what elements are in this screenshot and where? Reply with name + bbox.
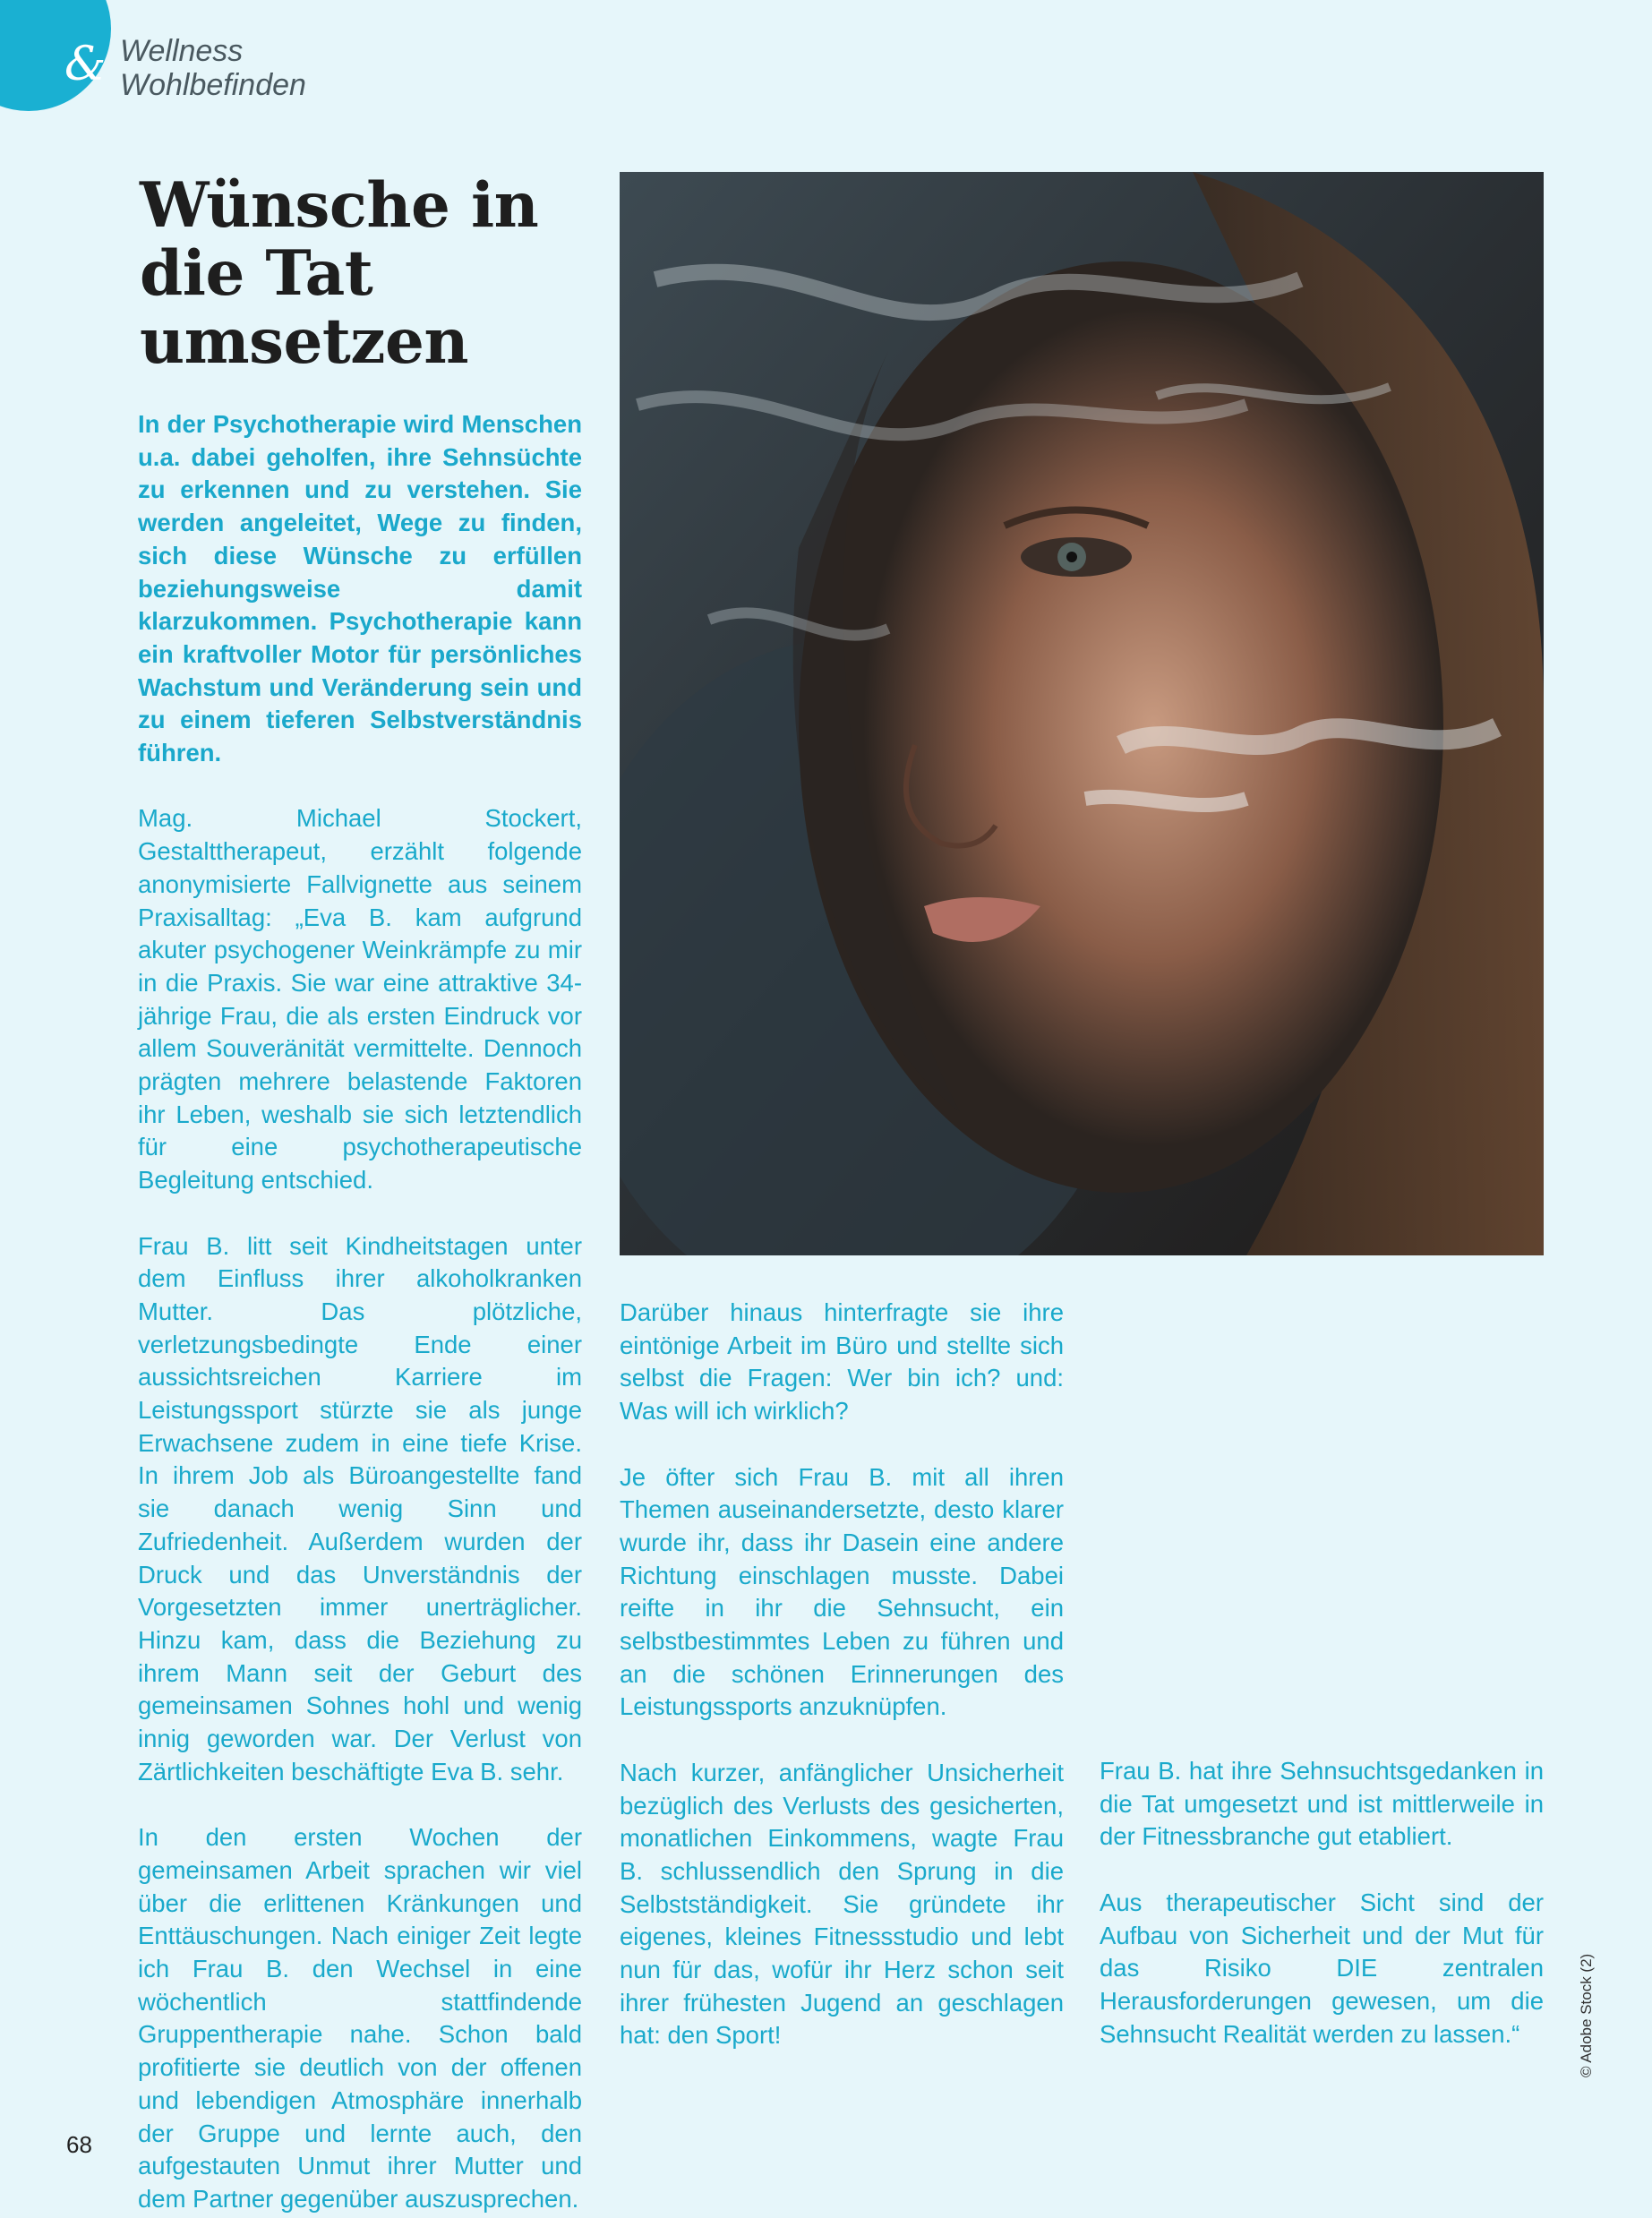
body-paragraph: Aus therapeutischer Sicht sind der Aufbau von Sicherheit und der Mut für das Risiko DIE zentralen Herausforderungen gewesen, um die Sehnsucht Realität werden zu lassen.“ (1100, 1888, 1544, 2048)
body-paragraph: Frau B. litt seit Kindheitstagen unter dem Einfluss ihrer alkoholkranken Mutter. Das plötzliche, verletzungsbedingte Ende einer aussichtsreichen Karriere im Leistungssport stürzte sie als junge Erwachsene zudem in eine tiefe Krise. In ihrem Job als Büroangestellte fand sie danach wenig Sinn und Zufriedenheit. Außerdem wurden der Druck und das Unverständnis der Vorgesetzten immer unerträglicher. Hinzu kam, dass die Beziehung zu ihrem Mann seit der Geburt des gemeinsamen Sohnes hohl und wenig innig geworden war. Der Verlust von Zärtlichkeiten beschäftigte Eva B. sehr. (138, 1231, 582, 1786)
body-paragraph: Darüber hinaus hinterfragte sie ihre eintönige Arbeit im Büro und stellte sich selbst die Fragen: Wer bin ich? und: Was will ich wirklich? (620, 1298, 1064, 1426)
page-number: 68 (66, 2131, 92, 2158)
photo-credit (1578, 1952, 1596, 2095)
text-column-3 (1100, 1755, 1544, 2051)
section-label (120, 34, 306, 102)
text-column-2 (620, 1297, 1064, 2052)
section-label-line1: Wellness (120, 34, 244, 68)
body-paragraph: Nach kurzer, anfänglicher Unsicherheit bezüglich des Verlusts des gesicherten, monatlichen Einkommens, wagte Frau B. schlussendlich den Sprung in die Selbstständigkeit. Sie gründete ihr eigenes, kleines Fitnessstudio und lebt nun für das, wofür ihr Herz schon seit ihrer frühesten Jugend an geschlagen hat: den Sport! (620, 1758, 1064, 2050)
photo-credit-text: © Adobe Stock (2) (1578, 1953, 1595, 2077)
body-paragraph: Frau B. hat ihre Sehnsuchtsgedanken in die Tat umgesetzt und ist mittlerweile in der Fitnessbranche gut etabliert. (1100, 1757, 1544, 1851)
ampersand-mark: & (64, 38, 107, 91)
text-column-1 (138, 408, 582, 2216)
body-paragraph: In den ersten Wochen der gemeinsamen Arbeit sprachen wir viel über die erlittenen Kränkungen und Enttäuschungen. Nach einiger Zeit legte ich Frau B. den Wechsel in eine wöchentlich stattfindende Gruppentherapie nahe. Schon bald profitierte sie deutlich von der offenen und lebendigen Atmosphäre innerhalb der Gruppe und lernte auch, den aufgestauten Unmut ihrer Mutter und dem Partner gegenüber auszusprechen. (138, 1823, 582, 2213)
article-photo (620, 172, 1544, 1255)
article-title: Wünsche in die Tat umsetzen (140, 169, 539, 378)
section-label-line2: Wohlbefinden (120, 68, 306, 102)
lead-paragraph: In der Psychotherapie wird Menschen u.a. dabei geholfen, ihre Sehnsüchte zu erkennen und zu verstehen. Sie werden angeleitet, Wege zu finden, sich diese Wünsche zu erfüllen beziehungsweise damit klarzukommen. Psychotherapie kann ein kraftvoller Motor für persönliches Wachstum und Veränderung sein und zu einem tieferen Selbstverständnis führen. (138, 410, 582, 767)
body-paragraph: Mag. Michael Stockert, Gestalttherapeut, erzählt folgende anonymisierte Fallvignette aus seinem Praxisalltag: „Eva B. kam aufgrund akuter psychogener Weinkrämpfe zu mir in die Praxis. Sie war eine attraktive 34-jährige Frau, die als ersten Eindruck vor allem Souveränität vermittelte. Dennoch prägten mehrere belastende Faktoren ihr Leben, weshalb sie sich letztendlich für eine psychotherapeutische Begleitung entschied. (138, 804, 582, 1195)
body-paragraph: Je öfter sich Frau B. mit all ihren Themen auseinandersetzte, desto klarer wurde ihr, dass ihr Dasein eine andere Richtung einschlagen musste. Dabei reifte in ihr die Sehnsucht, ein selbstbestimmtes Leben zu führen und an die schönen Erinnerungen des Leistungssports anzuknüpfen. (620, 1462, 1064, 1721)
